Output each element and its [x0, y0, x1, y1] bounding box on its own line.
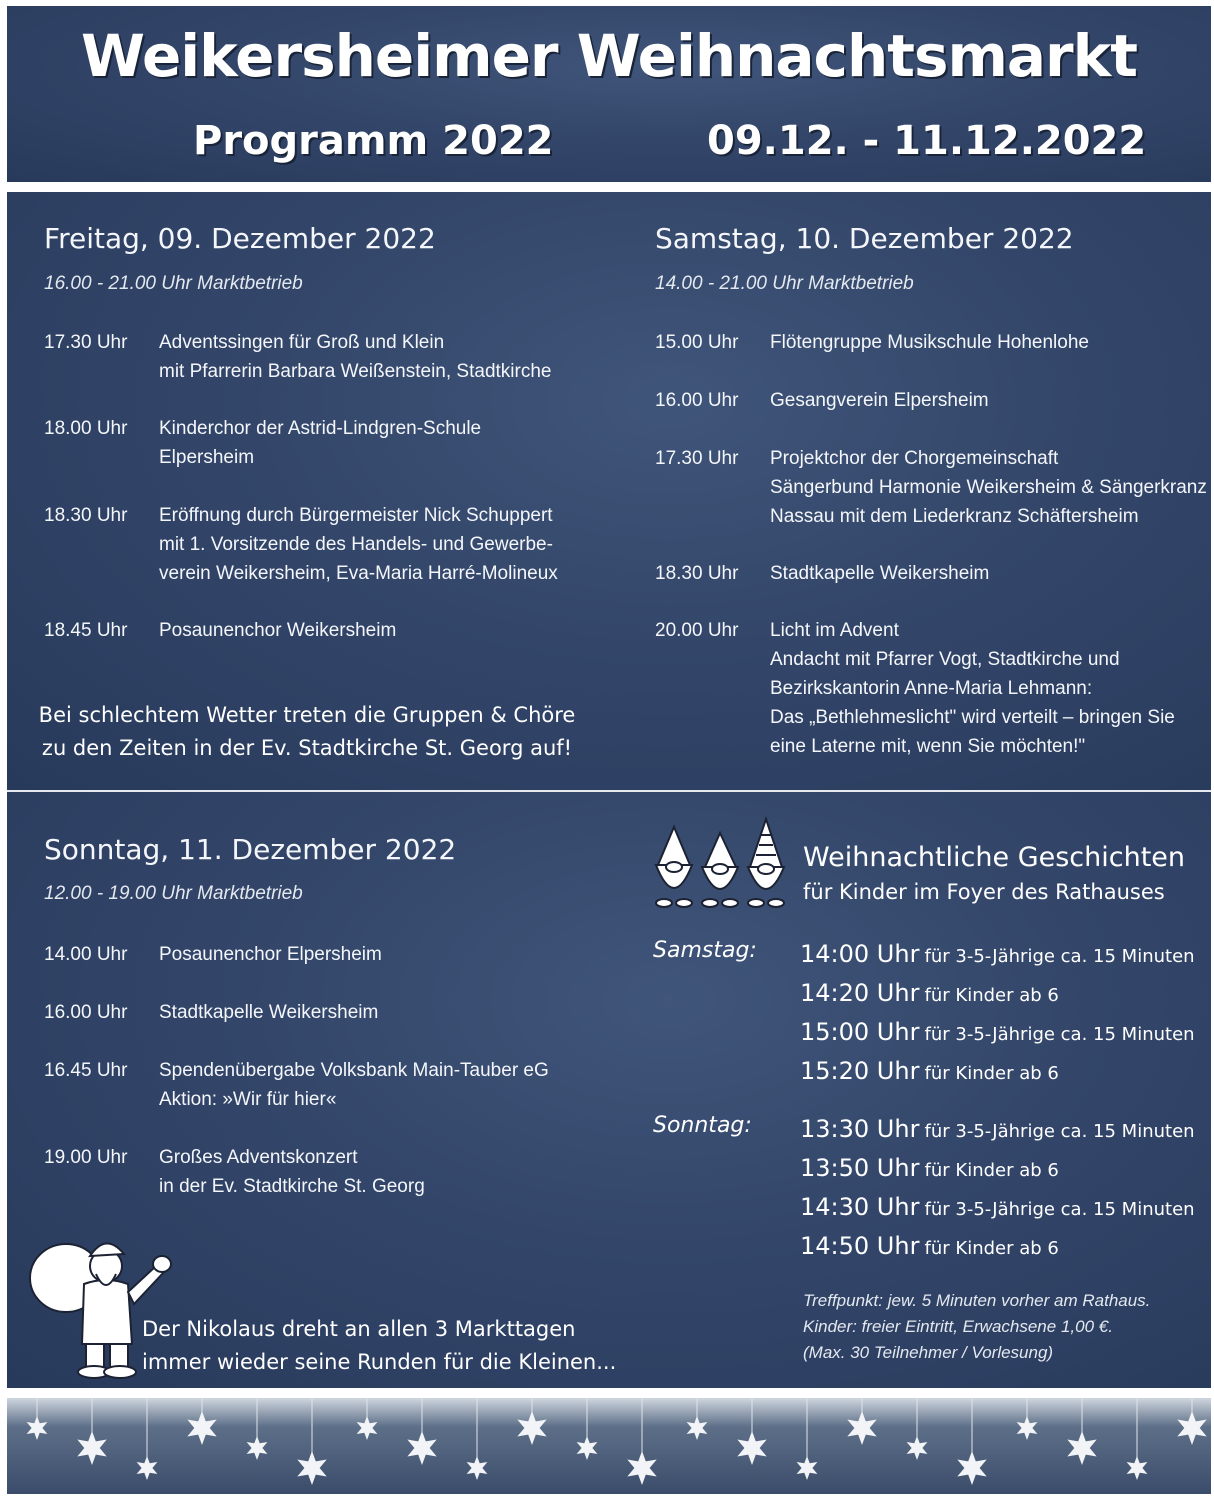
- event-time: 14.00 Uhr: [44, 944, 128, 965]
- slot-description: für 3-5-Jährige ca. 15 Minuten: [924, 1121, 1195, 1142]
- event-time: 16.00 Uhr: [655, 390, 739, 411]
- event-row: [44, 501, 604, 588]
- slot-description: für Kinder ab 6: [924, 1160, 1059, 1181]
- event-row: [655, 386, 1214, 415]
- slot-description: für Kinder ab 6: [924, 985, 1059, 1006]
- info-line: (Max. 30 Teilnehmer / Vorlesung): [803, 1343, 1054, 1362]
- event-description: Stadtkapelle Weikersheim: [770, 563, 990, 584]
- stories-title: Weihnachtliche Geschichten: [803, 842, 1186, 873]
- sunday-hours: 12.00 - 19.00 Uhr Marktbetrieb: [44, 883, 303, 904]
- event-description: Adventssingen für Groß und Klein: [159, 332, 445, 353]
- star-icon: [517, 1411, 546, 1445]
- event-row: [655, 444, 1214, 531]
- star-icon: [1017, 1416, 1038, 1440]
- sunday-title: Sonntag, 11. Dezember 2022: [44, 833, 457, 866]
- event-row: [44, 1056, 604, 1114]
- star-icon: [1067, 1431, 1096, 1465]
- event-time: 15.00 Uhr: [655, 332, 739, 353]
- event-description: Großes Adventskonzert: [159, 1147, 358, 1168]
- nikolaus-note: [142, 1313, 616, 1379]
- nikolaus-note-line: Der Nikolaus dreht an allen 3 Markttagen: [142, 1317, 576, 1341]
- event-time: 18.45 Uhr: [44, 620, 128, 641]
- star-icon: [247, 1436, 268, 1460]
- slot-time: 15:20 Uhr: [800, 1057, 920, 1085]
- event-description: in der Ev. Stadtkirche St. Georg: [159, 1176, 425, 1197]
- event-row: [655, 559, 1214, 588]
- star-icon: [1127, 1456, 1148, 1480]
- event-row: [44, 940, 604, 969]
- slot-time: 14:20 Uhr: [800, 979, 920, 1007]
- story-slot: [800, 1154, 1059, 1182]
- star-icon: [737, 1431, 766, 1465]
- event-time: 18.00 Uhr: [44, 418, 128, 439]
- event-time: 20.00 Uhr: [655, 620, 739, 641]
- slot-description: für 3-5-Jährige ca. 15 Minuten: [924, 1199, 1195, 1220]
- saturday-title: Samstag, 10. Dezember 2022: [655, 222, 1074, 255]
- event-time: 18.30 Uhr: [44, 505, 128, 526]
- event-description: Posaunenchor Weikersheim: [159, 620, 397, 641]
- star-icon: [297, 1451, 326, 1485]
- event-description: Andacht mit Pfarrer Vogt, Stadtkirche und: [770, 649, 1120, 670]
- star-icon: [77, 1431, 106, 1465]
- star-icon: [7, 1398, 1211, 1494]
- slot-description: für Kinder ab 6: [924, 1063, 1059, 1084]
- weather-note-line: zu den Zeiten in der Ev. Stadtkirche St. Georg auf!: [41, 736, 573, 760]
- event-description: Gesangverein Elpersheim: [770, 390, 989, 411]
- event-description: Spendenübergabe Volksbank Main-Tauber eG: [159, 1060, 549, 1081]
- event-description: Projektchor der Chorgemeinschaft: [770, 448, 1059, 469]
- star-icon: [907, 1436, 928, 1460]
- star-icon: [687, 1416, 708, 1440]
- star-icon: [627, 1451, 656, 1485]
- slot-description: für Kinder ab 6: [924, 1238, 1059, 1259]
- event-row: [44, 1143, 604, 1201]
- event-description: mit 1. Vorsitzende des Handels- und Gewerbe-: [159, 534, 553, 555]
- story-slot: [800, 1057, 1059, 1085]
- stories-subtitle: für Kinder im Foyer des Rathauses: [803, 880, 1165, 904]
- event-row: [655, 328, 1214, 357]
- story-slot: [800, 979, 1059, 1007]
- story-slot: [800, 1193, 1195, 1221]
- event-row: [44, 414, 604, 472]
- event-description: Das „Bethlehmeslicht" wird verteilt – bringen Sie: [770, 707, 1175, 728]
- event-row: [655, 616, 1214, 761]
- event-time: 19.00 Uhr: [44, 1147, 128, 1168]
- event-description: eine Laterne mit, wenn Sie möchten!": [770, 736, 1086, 757]
- star-icon: [187, 1411, 216, 1445]
- slot-time: 13:50 Uhr: [800, 1154, 920, 1182]
- stories-day-label: Sonntag:: [653, 1113, 752, 1138]
- event-description: mit Pfarrerin Barbara Weißenstein, Stadtkirche: [159, 361, 552, 382]
- nikolaus-note-line: immer wieder seine Runden für die Kleinen...: [142, 1350, 617, 1374]
- event-time: 17.30 Uhr: [44, 332, 128, 353]
- event-description: Bezirkskantorin Anne-Maria Lehmann:: [770, 678, 1093, 699]
- friday-hours: 16.00 - 21.00 Uhr Marktbetrieb: [44, 273, 303, 294]
- slot-time: 14:00 Uhr: [800, 940, 920, 968]
- saturday-hours: 14.00 - 21.00 Uhr Marktbetrieb: [655, 273, 914, 294]
- event-time: 16.00 Uhr: [44, 1002, 128, 1023]
- stories-info: [803, 1288, 1150, 1366]
- slot-time: 14:50 Uhr: [800, 1232, 920, 1260]
- event-description: verein Weikersheim, Eva-Maria Harré-Molineux: [159, 563, 558, 584]
- slot-description: für 3-5-Jährige ca. 15 Minuten: [924, 946, 1195, 967]
- slot-time: 14:30 Uhr: [800, 1193, 920, 1221]
- story-slot: [800, 1115, 1195, 1143]
- event-row: [44, 328, 604, 386]
- info-line: Kinder: freier Eintritt, Erwachsene 1,00 €.: [803, 1317, 1113, 1336]
- event-description: Nassau mit dem Liederkranz Schäftersheim: [770, 506, 1139, 527]
- weather-note-line: Bei schlechtem Wetter treten die Gruppen & Chöre: [38, 703, 576, 727]
- event-description: Elpersheim: [159, 447, 255, 468]
- stories-day-label: Samstag:: [653, 938, 757, 963]
- slot-time: 15:00 Uhr: [800, 1018, 920, 1046]
- story-slot: [800, 940, 1195, 968]
- event-time: 17.30 Uhr: [655, 448, 739, 469]
- header-banner: [7, 6, 1211, 182]
- gnome-icon: [650, 815, 800, 910]
- program-year: Programm 2022: [193, 118, 554, 164]
- info-line: Treffpunkt: jew. 5 Minuten vorher am Rathaus.: [803, 1291, 1151, 1310]
- story-slot: [800, 1018, 1195, 1046]
- star-icon: [357, 1416, 378, 1440]
- star-icon: [1177, 1411, 1206, 1445]
- star-icon: [467, 1456, 488, 1480]
- story-slot: [800, 1232, 1059, 1260]
- event-description: Aktion: »Wir für hier«: [159, 1089, 337, 1110]
- friday-title: Freitag, 09. Dezember 2022: [44, 222, 436, 255]
- event-description: Stadtkapelle Weikersheim: [159, 1002, 379, 1023]
- event-description: Eröffnung durch Bürgermeister Nick Schuppert: [159, 505, 553, 526]
- page-title: Weikersheimer Weihnachtsmarkt: [81, 22, 1137, 90]
- event-description: Licht im Advent: [770, 620, 899, 641]
- star-icon: [797, 1456, 818, 1480]
- star-icon: [577, 1436, 598, 1460]
- slot-description: für 3-5-Jährige ca. 15 Minuten: [924, 1024, 1195, 1045]
- event-description: Posaunenchor Elpersheim: [159, 944, 382, 965]
- market-dates: 09.12. - 11.12.2022: [707, 118, 1147, 164]
- event-description: Kinderchor der Astrid-Lindgren-Schule: [159, 418, 482, 439]
- event-time: 18.30 Uhr: [655, 563, 739, 584]
- star-icon: [407, 1431, 436, 1465]
- weather-note: [22, 699, 592, 765]
- event-time: 16.45 Uhr: [44, 1060, 128, 1081]
- star-icon: [847, 1411, 876, 1445]
- event-description: Sängerbund Harmonie Weikersheim & Sängerkranz: [770, 477, 1207, 498]
- event-row: [44, 998, 604, 1027]
- star-icon: [137, 1456, 158, 1480]
- event-row: [44, 616, 604, 645]
- event-description: Flötengruppe Musikschule Hohenlohe: [770, 332, 1089, 353]
- star-icon: [27, 1416, 48, 1440]
- slot-time: 13:30 Uhr: [800, 1115, 920, 1143]
- star-icon: [957, 1451, 986, 1485]
